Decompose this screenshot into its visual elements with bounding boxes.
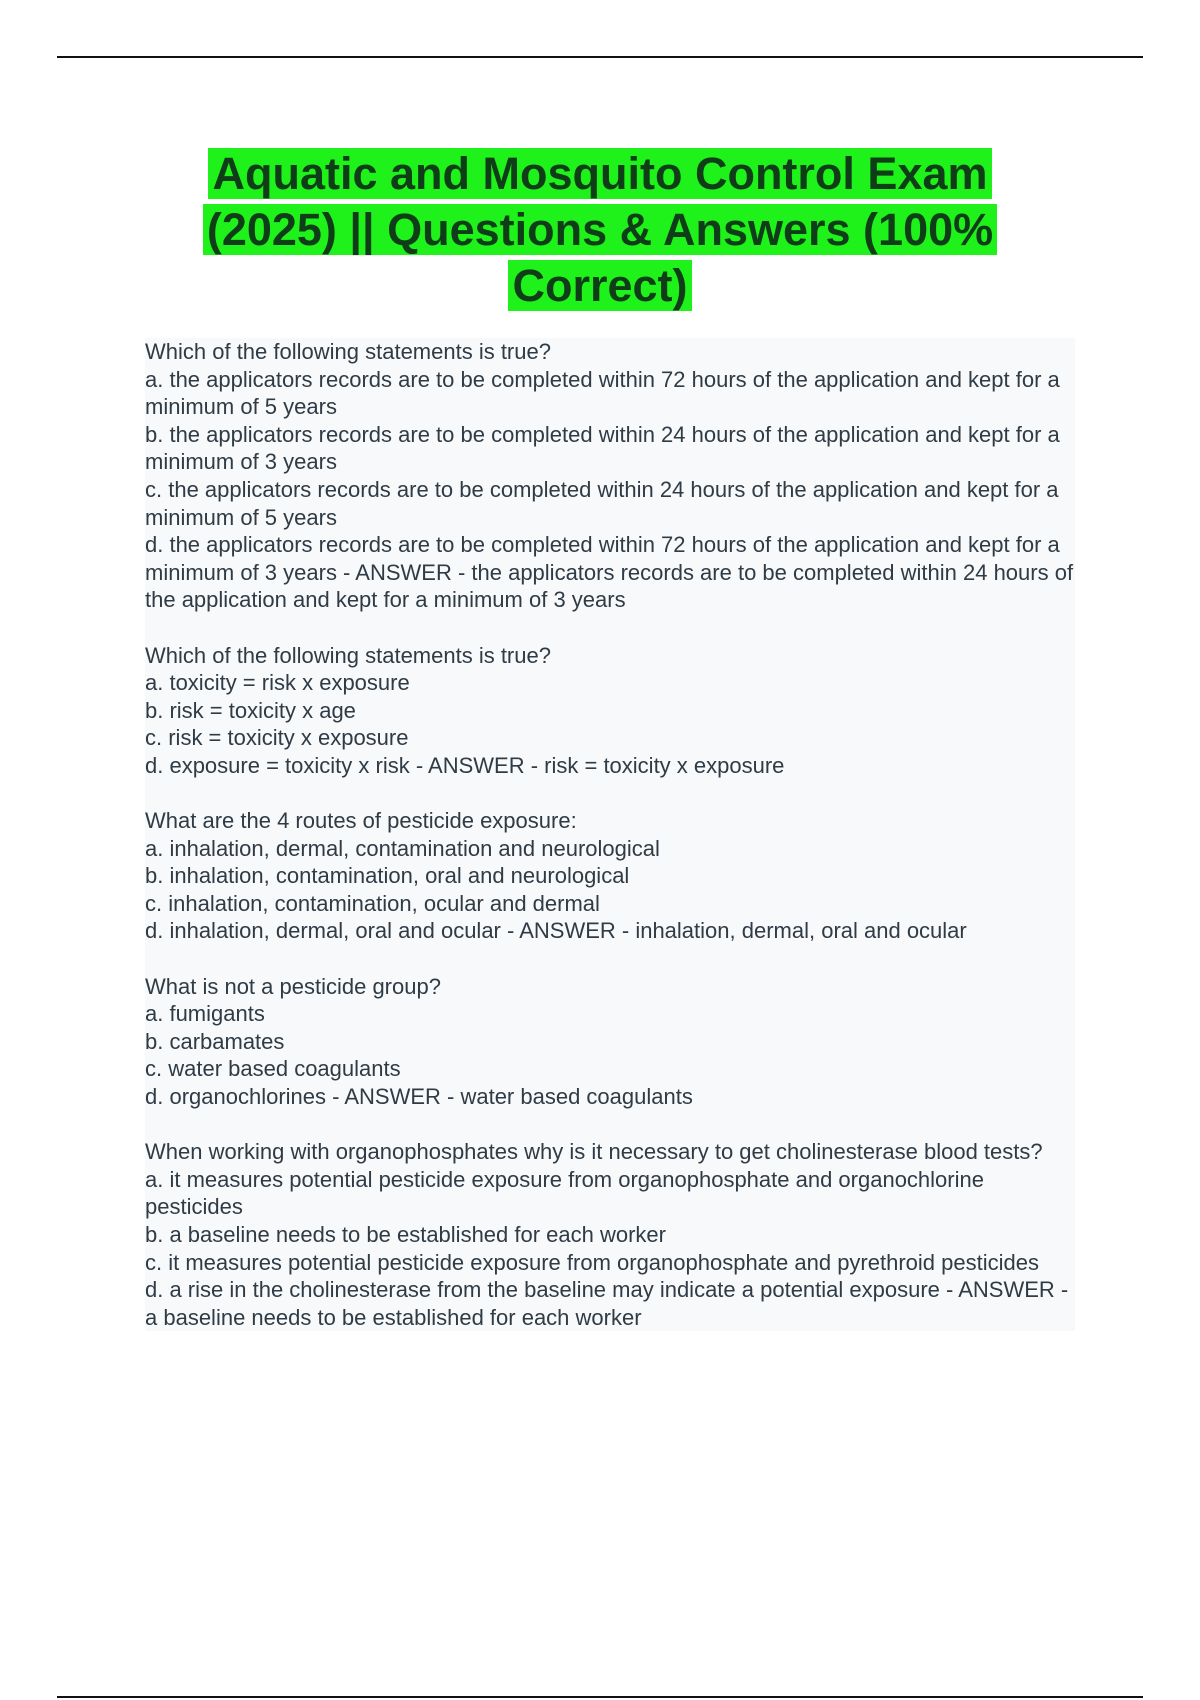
option-a: a. fumigants	[145, 1001, 265, 1027]
option-b: b. the applicators records are to be completed within 24 hours of the application and kept for a minimum of 3 years	[145, 421, 1060, 475]
question-block	[145, 338, 1075, 614]
option-a: a. it measures potential pesticide exposure from organophosphate and organochlorine pesticides	[145, 1166, 984, 1220]
document-title	[150, 146, 1050, 314]
option-b: b. risk = toxicity x age	[145, 697, 356, 723]
option-d-with-answer: d. the applicators records are to be completed within 72 hours of the application and kept for a minimum of 3 years - ANSWER - the applicators records are to be completed within 24 hours of the application and kept for a minimum of 3 years	[145, 532, 1074, 613]
option-a: a. inhalation, dermal, contamination and neurological	[145, 835, 660, 861]
question-text: What is not a pesticide group?	[145, 973, 441, 999]
option-c: c. the applicators records are to be completed within 24 hours of the application and kept for a minimum of 5 years	[145, 476, 1059, 530]
option-a: a. the applicators records are to be completed within 72 hours of the application and kept for a minimum of 5 years	[145, 366, 1060, 420]
question-block	[145, 1138, 1075, 1331]
option-a: a. toxicity = risk x exposure	[145, 670, 410, 696]
option-b: b. inhalation, contamination, oral and neurological	[145, 863, 630, 889]
bottom-rule	[57, 1696, 1143, 1698]
qa-content	[145, 338, 1075, 1331]
document-title-text: Aquatic and Mosquito Control Exam (2025) || Questions & Answers (100% Correct)	[203, 148, 997, 311]
question-text: Which of the following statements is true?	[145, 339, 551, 364]
question-text: Which of the following statements is true?	[145, 642, 551, 668]
option-c: c. risk = toxicity x exposure	[145, 725, 409, 751]
question-text: What are the 4 routes of pesticide exposure:	[145, 808, 577, 834]
option-b: b. a baseline needs to be established for each worker	[145, 1222, 666, 1247]
option-d-with-answer: d. inhalation, dermal, oral and ocular - ANSWER - inhalation, dermal, oral and ocular	[145, 918, 967, 944]
question-block	[145, 642, 1075, 780]
option-c: c. inhalation, contamination, ocular and dermal	[145, 890, 600, 916]
top-rule	[57, 56, 1143, 58]
option-c: c. it measures potential pesticide exposure from organophosphate and pyrethroid pesticides	[145, 1249, 1039, 1275]
question-block	[145, 973, 1075, 1111]
option-d-with-answer: d. exposure = toxicity x risk - ANSWER - risk = toxicity x exposure	[145, 752, 785, 778]
option-d-with-answer: d. a rise in the cholinesterase from the baseline may indicate a potential exposure - ANSWER - a baseline needs to be established for each worker	[145, 1277, 1069, 1330]
option-b: b. carbamates	[145, 1028, 285, 1054]
option-d-with-answer: d. organochlorines - ANSWER - water based coagulants	[145, 1084, 693, 1110]
question-text: When working with organophosphates why is it necessary to get cholinesterase blood tests?	[145, 1139, 1043, 1165]
option-c: c. water based coagulants	[145, 1056, 401, 1082]
question-block	[145, 807, 1075, 945]
